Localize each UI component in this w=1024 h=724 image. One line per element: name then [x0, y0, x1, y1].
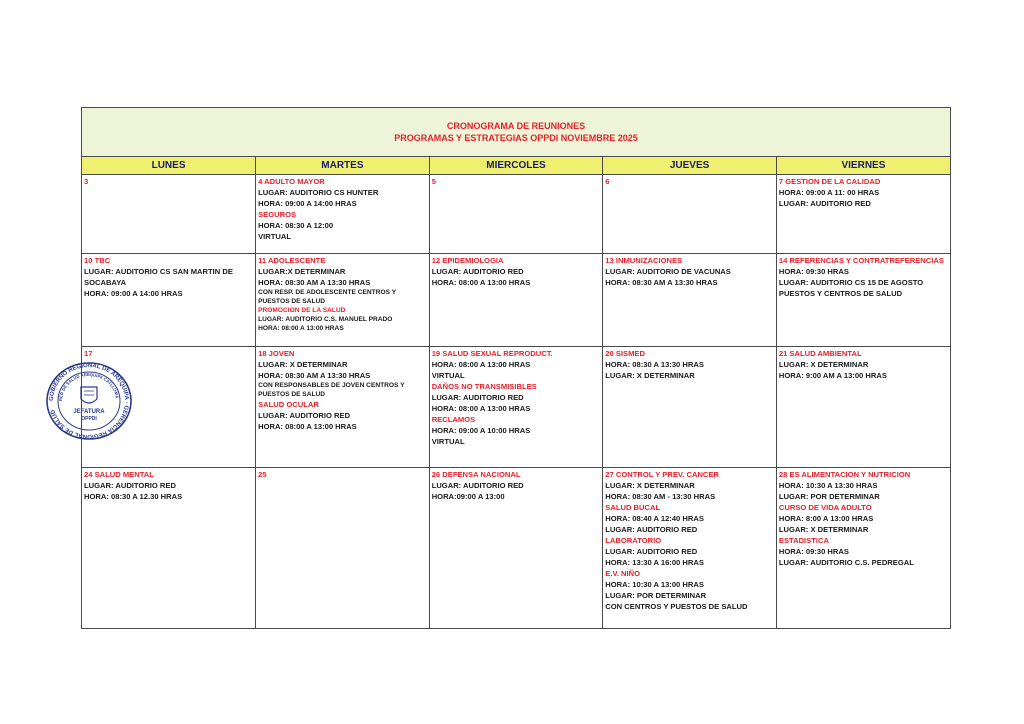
title-box — [82, 108, 950, 157]
event-detail: HORA: 09:30 HRAS — [778, 267, 849, 276]
day-cell — [256, 254, 430, 347]
event-detail: LUGAR: X DETERMINAR — [778, 525, 869, 534]
week-row — [82, 175, 950, 254]
day-heading — [258, 176, 427, 187]
day-heading — [605, 469, 774, 480]
event-title: ESTADISTICA — [778, 536, 829, 545]
event-detail: HORA: 13:30 A 16:00 HRAS — [605, 558, 704, 567]
day-number: 11 — [258, 256, 267, 265]
day-cell — [429, 347, 603, 468]
event-detail: LUGAR: X DETERMINAR — [258, 360, 348, 369]
day-number: 27 — [605, 470, 614, 479]
event-detail: HORA: 08:30 AM - 13:30 HRAS — [605, 492, 716, 501]
event-detail: HORA: 08:30 A 12.30 HRAS — [84, 492, 183, 501]
event-detail: HORA: 09:00 A 14:00 HRAS — [258, 199, 357, 208]
day-number: 20 — [605, 349, 614, 358]
day-heading — [432, 348, 601, 359]
day-cell — [429, 468, 603, 629]
event-detail: HORA: 09:00 A 11: 00 HRAS — [778, 188, 880, 197]
day-number: 26 — [431, 470, 441, 479]
week-row — [82, 468, 950, 629]
event-title: ADOLESCENTE — [267, 256, 326, 265]
event-title: SALUD BUCAL — [605, 503, 661, 512]
event-title: TBC — [94, 256, 111, 265]
event-detail: HORA: 08:40 A 12:40 HRAS — [605, 514, 704, 523]
day-heading — [779, 255, 948, 266]
event-title: DAÑOS NO TRANSMISIBLES — [431, 382, 537, 391]
weekday-header: JUEVES — [603, 157, 777, 175]
page-subtitle: PROGRAMAS Y ESTRATEGIAS OPPDI NOVIEMBRE 2025 — [394, 133, 638, 143]
event-title: SALUD OCULAR — [258, 400, 319, 409]
day-cell — [776, 468, 950, 629]
weekday-header: VIERNES — [776, 157, 950, 175]
event-detail: HORA: 08:30 AM A 13:30 HRAS — [258, 278, 371, 287]
day-cell — [256, 347, 430, 468]
event-detail: LUGAR: AUDITORIO RED — [605, 547, 698, 556]
day-heading — [84, 348, 253, 359]
day-number: 18 — [258, 349, 267, 358]
event-detail: LUGAR: AUDITORIO CS SAN MARTIN DE SOCABAYA — [84, 267, 233, 287]
day-heading — [84, 255, 253, 266]
day-cell — [776, 175, 950, 254]
event-detail: CON RESPONSABLES DE JOVEN CENTROS Y PUESTOS DE SALUD — [258, 382, 405, 398]
event-title: SEGUROS — [258, 210, 297, 219]
event-title: CURSO DE VIDA ADULTO — [778, 503, 872, 512]
event-detail: VIRTUAL — [431, 437, 465, 446]
day-heading — [779, 348, 948, 359]
event-detail: LUGAR: AUDITORIO RED — [84, 481, 176, 490]
day-heading — [779, 176, 948, 187]
event-detail: LUGAR:X DETERMINAR — [258, 267, 346, 276]
event-title: RECLAMOS — [431, 415, 476, 424]
week-row — [82, 254, 950, 347]
schedule-table — [82, 157, 950, 628]
day-heading — [432, 176, 601, 187]
event-detail: HORA: 8:00 A 13:00 HRAS — [778, 514, 874, 523]
event-title: ES ALIMENTACION Y NUTRICION — [789, 470, 911, 479]
event-detail: LUGAR: AUDITORIO C.S. MANUEL PRADO — [258, 316, 393, 323]
event-detail: VIRTUAL — [258, 232, 291, 241]
event-title: REFERENCIAS Y CONTRATREFERENCIAS — [789, 256, 944, 265]
event-detail: HORA: 9:00 AM A 13:00 HRAS — [778, 371, 887, 380]
day-heading — [84, 176, 253, 187]
day-number: 6 — [605, 177, 610, 186]
day-number: 17 — [84, 349, 93, 358]
event-detail: LUGAR: POR DETERMINAR — [605, 591, 707, 600]
day-heading — [605, 176, 774, 187]
event-detail: HORA: 08:30 AM A 13:30 HRAS — [258, 371, 371, 380]
event-detail: HORA: 08:00 A 13:00 HRAS — [431, 278, 531, 287]
event-detail: HORA: 08:30 A 13:30 HRAS — [605, 360, 704, 369]
schedule-sheet — [81, 107, 951, 629]
seal-outer-text: GOBIERNO REGIONAL DE AREQUIPA · GERENCIA REGIONAL DE SALUD — [48, 362, 130, 440]
event-detail: HORA: 10:30 A 13:30 HRAS — [778, 481, 878, 490]
day-cell — [82, 254, 256, 347]
day-heading — [84, 469, 253, 480]
day-number: 4 — [258, 177, 263, 186]
event-detail: CON RESP. DE ADOLESCENTE CENTROS Y PUESTOS DE SALUD — [258, 289, 396, 305]
day-heading — [605, 348, 774, 359]
event-title: PROMOCION DE LA SALUD — [258, 307, 346, 314]
week-row — [82, 347, 950, 468]
event-title: DEFENSA NACIONAL — [442, 470, 521, 479]
event-detail: LUGAR: AUDITORIO RED — [258, 411, 351, 420]
event-detail: HORA: 08:00 A 13:00 HRAS — [258, 325, 344, 332]
day-heading — [258, 469, 427, 480]
day-number: 28 — [778, 470, 788, 479]
day-heading — [605, 255, 774, 266]
event-title: SISMED — [615, 349, 645, 358]
day-cell — [603, 347, 777, 468]
seal-center-2: OPPDI — [81, 416, 97, 422]
day-cell — [603, 468, 777, 629]
event-detail: LUGAR: X DETERMINAR — [778, 360, 869, 369]
event-title: ADULTO MAYOR — [264, 177, 325, 186]
event-detail: HORA: 09:00 A 14:00 HRAS — [84, 289, 183, 298]
weekday-header: MARTES — [256, 157, 430, 175]
event-detail: HORA: 08:30 A 12:00 — [258, 221, 334, 230]
seal-center-1: JEFATURA — [73, 409, 105, 415]
day-cell — [776, 347, 950, 468]
day-cell — [256, 175, 430, 254]
event-detail: HORA: 09:30 HRAS — [778, 547, 849, 556]
day-number: 10 — [84, 256, 93, 265]
day-number: 3 — [84, 177, 89, 186]
event-detail: CON CENTROS Y PUESTOS DE SALUD — [605, 602, 748, 611]
day-cell — [256, 468, 430, 629]
event-title: JOVEN — [268, 349, 295, 358]
day-heading — [779, 469, 948, 480]
day-cell — [429, 175, 603, 254]
day-heading — [432, 255, 601, 266]
event-detail: HORA: 08:30 AM A 13:30 HRAS — [605, 278, 718, 287]
day-number: 25 — [258, 470, 267, 479]
day-cell — [603, 175, 777, 254]
event-detail: LUGAR: X DETERMINAR — [605, 371, 695, 380]
day-heading — [258, 255, 427, 266]
day-cell — [776, 254, 950, 347]
event-detail: LUGAR: AUDITORIO CS HUNTER — [258, 188, 379, 197]
event-detail: LUGAR: POR DETERMINAR — [778, 492, 880, 501]
weekday-header: LUNES — [82, 157, 256, 175]
day-number: 24 — [84, 470, 93, 479]
event-title: SALUD SEXUAL REPRODUCT. — [442, 349, 553, 358]
event-title: SALUD MENTAL — [94, 470, 154, 479]
event-detail: LUGAR: AUDITORIO RED — [605, 525, 698, 534]
day-number: 5 — [431, 177, 436, 186]
page-title: CRONOGRAMA DE REUNIONES — [446, 121, 586, 131]
event-detail: LUGAR: AUDITORIO RED — [778, 199, 871, 208]
event-detail: LUGAR: AUDITORIO C.S. PEDREGAL — [778, 558, 914, 567]
day-number: 7 — [778, 177, 784, 186]
day-cell — [82, 468, 256, 629]
event-title: SALUD AMBIENTAL — [789, 349, 862, 358]
day-heading — [258, 348, 427, 359]
day-number: 12 — [431, 256, 441, 265]
weekday-header-row — [82, 157, 950, 175]
event-title: INMUNIZACIONES — [615, 256, 683, 265]
event-detail: HORA: 09:00 A 10:00 HRAS — [431, 426, 531, 435]
event-title: EPIDEMIOLOGIA — [442, 256, 504, 265]
event-title: CONTROL Y PREV. CANCER — [615, 470, 719, 479]
event-detail: LUGAR: AUDITORIO RED — [431, 393, 524, 402]
day-number: 13 — [605, 256, 614, 265]
weekday-header: MIERCOLES — [429, 157, 603, 175]
day-cell — [82, 175, 256, 254]
day-cell — [429, 254, 603, 347]
event-title: E.V. NIÑO — [605, 569, 641, 578]
event-title: GESTION DE LA CALIDAD — [785, 177, 881, 186]
event-detail: LUGAR: AUDITORIO DE VACUNAS — [605, 267, 731, 276]
day-heading — [432, 469, 601, 480]
coat-of-arms-icon — [81, 387, 97, 403]
event-detail: HORA:09:00 A 13:00 — [431, 492, 505, 501]
event-detail: HORA: 10:30 A 13:00 HRAS — [605, 580, 704, 589]
seal-inner-text: RED DE SALUD AREQUIPA CAYLLOMA — [57, 371, 120, 402]
event-detail: LUGAR: AUDITORIO RED — [431, 481, 524, 490]
event-detail: LUGAR: X DETERMINAR — [605, 481, 695, 490]
event-detail: HORA: 08:00 A 13:00 HRAS — [431, 360, 531, 369]
day-cell — [603, 254, 777, 347]
day-number: 19 — [431, 349, 441, 358]
day-number: 14 — [778, 256, 788, 265]
event-detail: LUGAR: AUDITORIO RED — [431, 267, 524, 276]
event-title: LABORATORIO — [605, 536, 662, 545]
day-number: 21 — [778, 349, 788, 358]
seal-graphic — [44, 361, 134, 441]
event-detail: LUGAR: AUDITORIO CS 15 DE AGOSTO PUESTOS Y CENTROS DE SALUD — [778, 278, 924, 298]
event-detail: VIRTUAL — [431, 371, 465, 380]
event-detail: HORA: 08:00 A 13:00 HRAS — [431, 404, 531, 413]
official-seal — [44, 361, 134, 441]
event-detail: HORA: 08:00 A 13:00 HRAS — [258, 422, 357, 431]
